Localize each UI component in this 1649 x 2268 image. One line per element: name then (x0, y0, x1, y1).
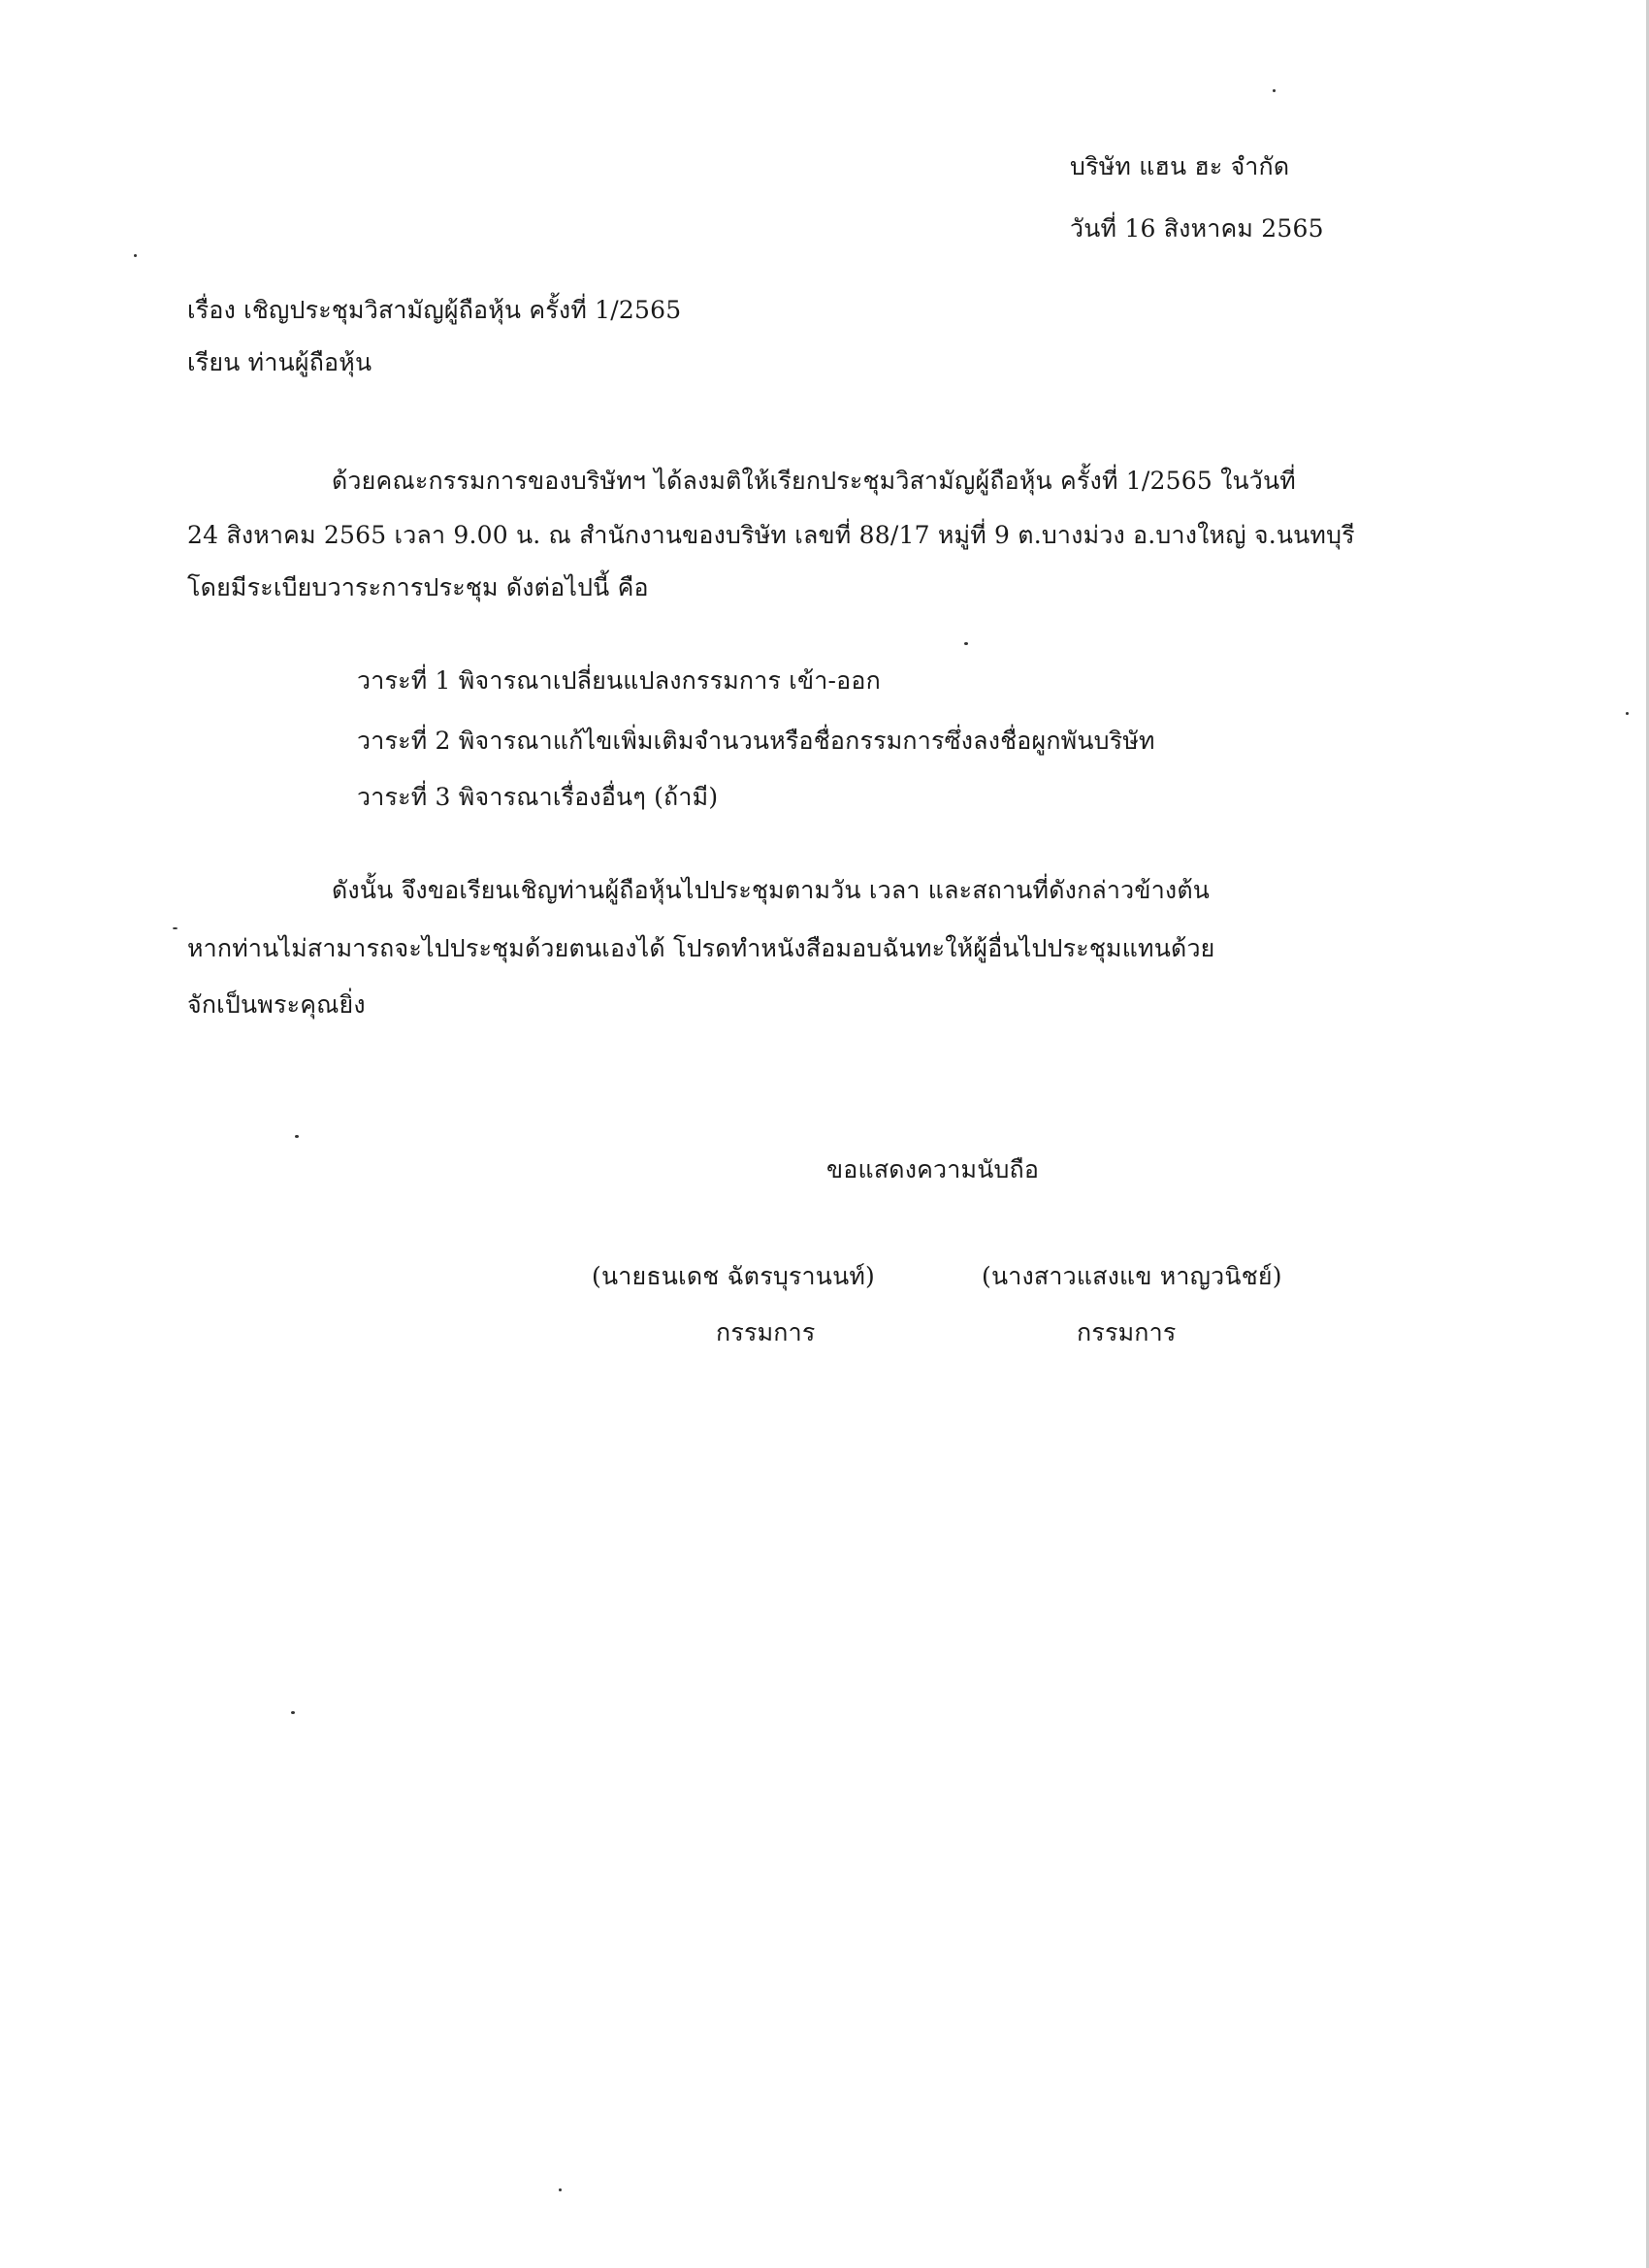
body-para1-line3: โดยมีระเบียบวาระการประชุม ดังต่อไปนี้ คือ (187, 573, 649, 601)
body-para2-line1: ดังนั้น จึงขอเรียนเชิญท่านผู้ถือหุ้นไปประชุมตามวัน เวลา และสถานที่ดังกล่าวข้างต้น (332, 876, 1211, 904)
agenda-item-1: วาระที่ 1 พิจารณาเปลี่ยนแปลงกรรมการ เข้า-ออก (357, 666, 881, 695)
scan-speck (291, 1711, 295, 1714)
closing-text: ขอแสดงความนับถือ (826, 1155, 1040, 1183)
scan-speck (295, 1135, 299, 1138)
scan-speck (173, 927, 178, 929)
scan-speck (1273, 89, 1276, 92)
agenda-item-2: วาระที่ 2 พิจารณาแก้ไขเพิ่มเติมจำนวนหรือชื่อกรรมการซึ่งลงชื่อผูกพันบริษัท (357, 727, 1155, 755)
body-para1-line1: ด้วยคณะกรรมการของบริษัทฯ ได้ลงมติให้เรียกประชุมวิสามัญผู้ถือหุ้น ครั้งที่ 1/2565 ในวันที่ (332, 467, 1296, 495)
agenda-item-3: วาระที่ 3 พิจารณาเรื่องอื่นๆ (ถ้ามี) (357, 783, 719, 811)
body-para2-line2: หากท่านไม่สามารถจะไปประชุมด้วยตนเองได้ โปรดทำหนังสือมอบฉันทะให้ผู้อื่นไปประชุมแทนด้วย (187, 934, 1215, 962)
signatory-2-name: (นางสาวแสงแข หาญวนิชย์) (982, 1262, 1282, 1290)
body-para1-line2: 24 สิงหาคม 2565 เวลา 9.00 น. ณ สำนักงานของบริษัท เลขที่ 88/17 หมู่ที่ 9 ต.บางม่วง อ.บางใหญ่ จ.นนทบุรี (187, 521, 1355, 549)
signatory-1-title: กรรมการ (716, 1318, 816, 1346)
letter-subject: เรื่อง เชิญประชุมวิสามัญผู้ถือหุ้น ครั้งที่ 1/2565 (187, 296, 682, 324)
letter-recipient: เรียน ท่านผู้ถือหุ้น (187, 348, 372, 376)
scan-speck (1626, 712, 1629, 715)
letter-date: วันที่ 16 สิงหาคม 2565 (1070, 214, 1324, 243)
scan-speck (964, 642, 968, 645)
signatory-1-name: (นายธนเดช ฉัตรบุรานนท์) (592, 1262, 876, 1290)
body-para2-line3: จักเป็นพระคุณยิ่ง (187, 990, 366, 1019)
signatory-2-title: กรรมการ (1077, 1318, 1177, 1346)
scan-speck (134, 254, 137, 257)
scan-speck (559, 2188, 562, 2191)
company-name: บริษัท แฮน ฮะ จำกัด (1070, 152, 1290, 180)
